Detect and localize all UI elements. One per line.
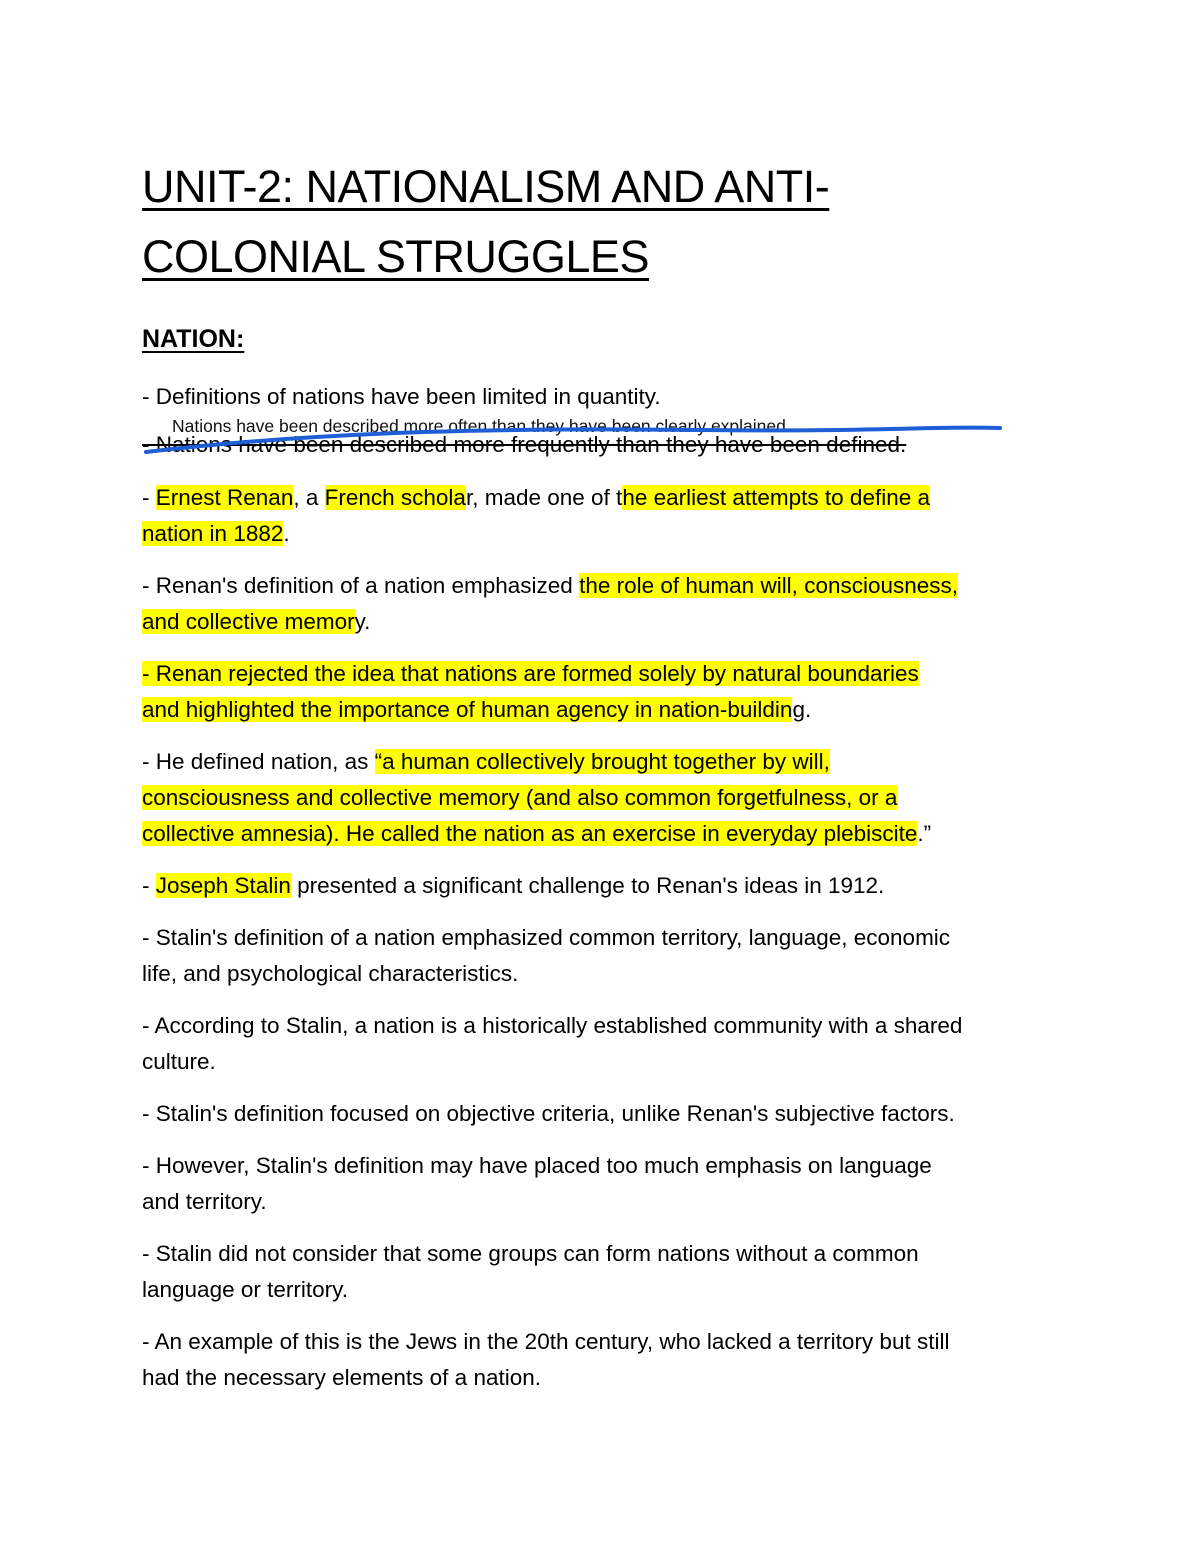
text-line xyxy=(142,1236,919,1272)
text-segment: - Definitions of nations have been limited in quantity. xyxy=(142,384,661,409)
text-segment: , a xyxy=(293,485,325,510)
highlighted-text: nation in 1882 xyxy=(142,521,284,546)
text-segment: - Stalin's definition of a nation emphasized common territory, language, economic xyxy=(142,925,951,950)
highlighted-text: Joseph Stalin xyxy=(155,873,291,898)
text-line xyxy=(142,1148,932,1184)
text-segment: - xyxy=(142,873,156,898)
text-segment: presented a significant challenge to Renan's ideas in 1912. xyxy=(290,873,885,898)
text-line xyxy=(142,604,370,640)
text-line xyxy=(142,516,290,552)
highlighted-text: consciousness and collective memory (and also common forgetfulness, or a xyxy=(142,785,898,810)
text-segment: .” xyxy=(917,821,932,846)
handwritten-note: Nations have been described more often than they have been clearly explained. xyxy=(172,416,791,436)
text-segment: r, made one of t xyxy=(465,485,623,510)
text-line xyxy=(142,568,958,604)
text-segment: and territory. xyxy=(142,1189,267,1214)
text-line xyxy=(142,1096,955,1132)
text-line xyxy=(142,956,518,992)
text-line xyxy=(142,780,897,816)
text-line xyxy=(142,744,830,780)
text-line xyxy=(142,1044,216,1080)
text-segment: . xyxy=(283,521,290,546)
text-line xyxy=(142,1272,348,1308)
text-segment: - Stalin's definition focused on objective criteria, unlike Renan's subjective factors. xyxy=(142,1101,955,1126)
text-line xyxy=(142,1008,962,1044)
highlighted-text: French schola xyxy=(324,485,466,510)
text-line xyxy=(142,816,931,852)
highlighted-text: and highlighted the importance of human agency in nation-buildin xyxy=(142,697,793,722)
text-segment: - Stalin did not consider that some groups can form nations without a common xyxy=(142,1241,919,1266)
text-segment: - xyxy=(142,485,156,510)
text-segment: language or territory. xyxy=(142,1277,348,1302)
text-segment: g. xyxy=(792,697,812,722)
text-line xyxy=(142,656,919,692)
highlighted-text: he earliest attempts to define a xyxy=(622,485,930,510)
struck-out-line: - Nations have been described more frequently than they have been defined. xyxy=(142,432,907,457)
text-line xyxy=(142,379,661,415)
title-line-2: COLONIAL STRUGGLES xyxy=(142,231,649,282)
text-line xyxy=(142,1360,541,1396)
text-segment: life, and psychological characteristics. xyxy=(142,961,519,986)
highlighted-text: - Renan rejected the idea that nations are formed solely by natural boundaries xyxy=(142,661,919,686)
page-title xyxy=(142,152,829,292)
highlighted-text: the role of human will, consciousness, xyxy=(579,573,959,598)
text-segment: y. xyxy=(354,609,371,634)
highlighted-text: collective amnesia). He called the nation as an exercise in everyday plebiscite xyxy=(142,821,918,846)
text-line xyxy=(142,868,884,904)
text-line xyxy=(142,1324,949,1360)
title-line-1: UNIT-2: NATIONALISM AND ANTI- xyxy=(142,161,830,212)
highlighted-text: Ernest Renan xyxy=(155,485,294,510)
text-line xyxy=(142,480,930,516)
highlighted-text: and collective memor xyxy=(142,609,355,634)
highlighted-text: “a human collectively brought together by will, xyxy=(374,749,830,774)
text-segment: had the necessary elements of a nation. xyxy=(142,1365,542,1390)
text-segment: - According to Stalin, a nation is a historically established community with a shared xyxy=(142,1013,963,1038)
text-segment: - He defined nation, as xyxy=(142,749,375,774)
text-line xyxy=(142,1184,267,1220)
text-segment: culture. xyxy=(142,1049,216,1074)
text-segment: - Renan's definition of a nation emphasized xyxy=(142,573,580,598)
text-line xyxy=(142,920,950,956)
text-line xyxy=(142,692,811,728)
text-segment: - An example of this is the Jews in the 20th century, who lacked a territory but still xyxy=(142,1329,950,1354)
section-heading: NATION: xyxy=(142,325,245,353)
text-segment: - However, Stalin's definition may have placed too much emphasis on language xyxy=(142,1153,932,1178)
